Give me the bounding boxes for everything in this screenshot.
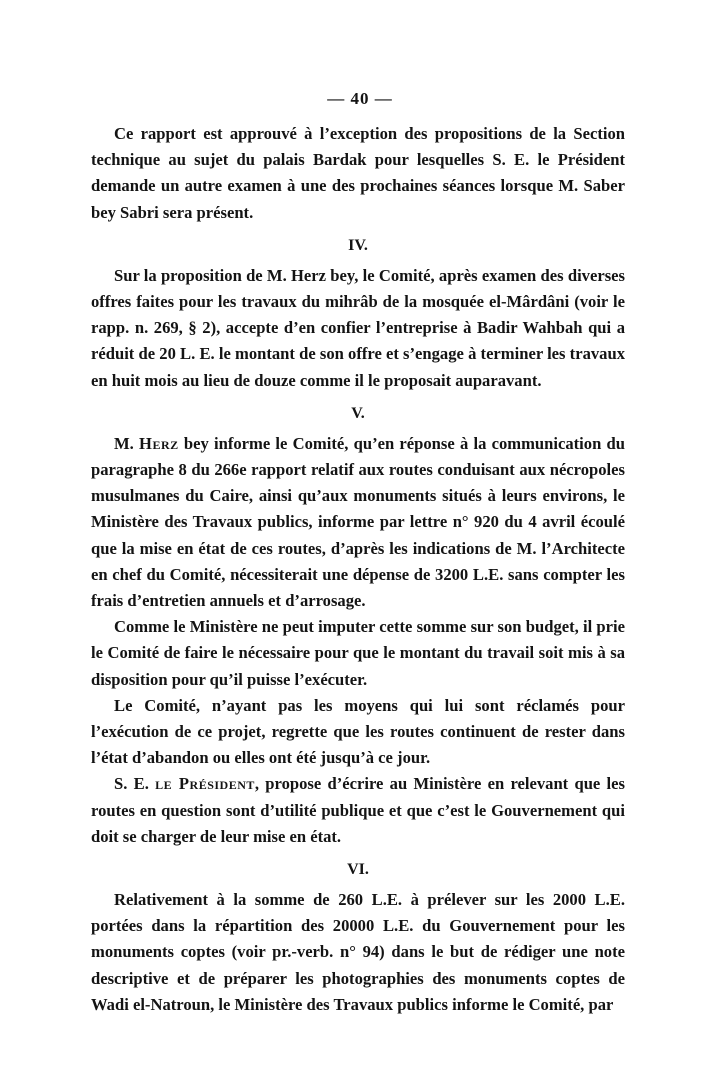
section-v-text: bey informe le Comité, qu’en réponse à la communication du paragraphe 8 du 266e rapport relatif aux routes conduisant aux nécropoles musulmanes du Caire, ainsi qu’aux monuments situés à leurs environs, le Ministère des Travaux publics, informe par lettre n° 920 du 4 avril écoulé que la mise en état de ces routes, d’après les indications de M. l’Architecte en chef du Comité, nécessiterait une dépense de 3200 L.E. sans compter les frais d’entretien annuels et d’arrosage. xyxy=(91,433,625,611)
body-text xyxy=(91,121,625,1018)
section-vi-paragraph: Relativement à la somme de 260 L.E. à prélever sur les 2000 L.E. portées dans la répartition des 20000 L.E. du Gouvernement pour les monuments coptes (voir pr.-verb. n° 94) dans le but de rédiger une note descriptive et de préparer les photographies des monuments coptes de Wadi el-Natroun, le Ministère des Travaux publics informe le Comité, par xyxy=(91,890,625,1014)
section-v-paragraph-4 xyxy=(91,771,625,850)
section-v4-prefix: S. E. xyxy=(114,774,156,794)
section-v-paragraph-1 xyxy=(91,431,625,614)
section-v4-text: , propose d’écrire au Ministère en relevant que les routes en question sont d’utilité publique et que c’est le Gouvernement qui doit se charger de leur mise en état. xyxy=(91,774,625,846)
section-heading-iv: IV. xyxy=(348,236,368,254)
section-v-paragraph-3: Le Comité, n’ayant pas les moyens qui lui sont réclamés pour l’exécution de ce projet, regrette que les routes continuent de rester dans l’état d’abandon ou elles ont été jusqu’à ce jour. xyxy=(91,695,625,768)
page-number: — 40 — xyxy=(327,89,393,108)
section-v-prefix: M. xyxy=(114,433,140,453)
intro-paragraph: Ce rapport est approuvé à l’exception des propositions de la Section technique au sujet du palais Bardak pour lesquelles S. E. le Président demande un autre examen à une des prochaines séances lorsque M. Saber bey Sabri sera présent. xyxy=(91,124,625,222)
title-president: le Président xyxy=(155,774,255,794)
section-heading-v: V. xyxy=(351,404,365,422)
name-herz: Herz xyxy=(139,433,179,453)
section-iv-paragraph: Sur la proposition de M. Herz bey, le Comité, après examen des diverses offres faites pour les travaux du mihrâb de la mosquée el-Mârdâni (voir le rapp. n. 269, § 2), accepte d’en confier l’entreprise à Badir Wahbah qui a réduit de 20 L. E. le montant de son offre et s’engage à terminer les travaux en huit mois au lieu de douze comme il le proposait auparavant. xyxy=(91,265,625,390)
section-heading-vi: VI. xyxy=(347,861,369,879)
section-v-paragraph-2: Comme le Ministère ne peut imputer cette somme sur son budget, il prie le Comité de faire le nécessaire pour que le montant du travail soit mis à sa disposition pour qu’il puisse l’exécuter. xyxy=(91,617,625,689)
